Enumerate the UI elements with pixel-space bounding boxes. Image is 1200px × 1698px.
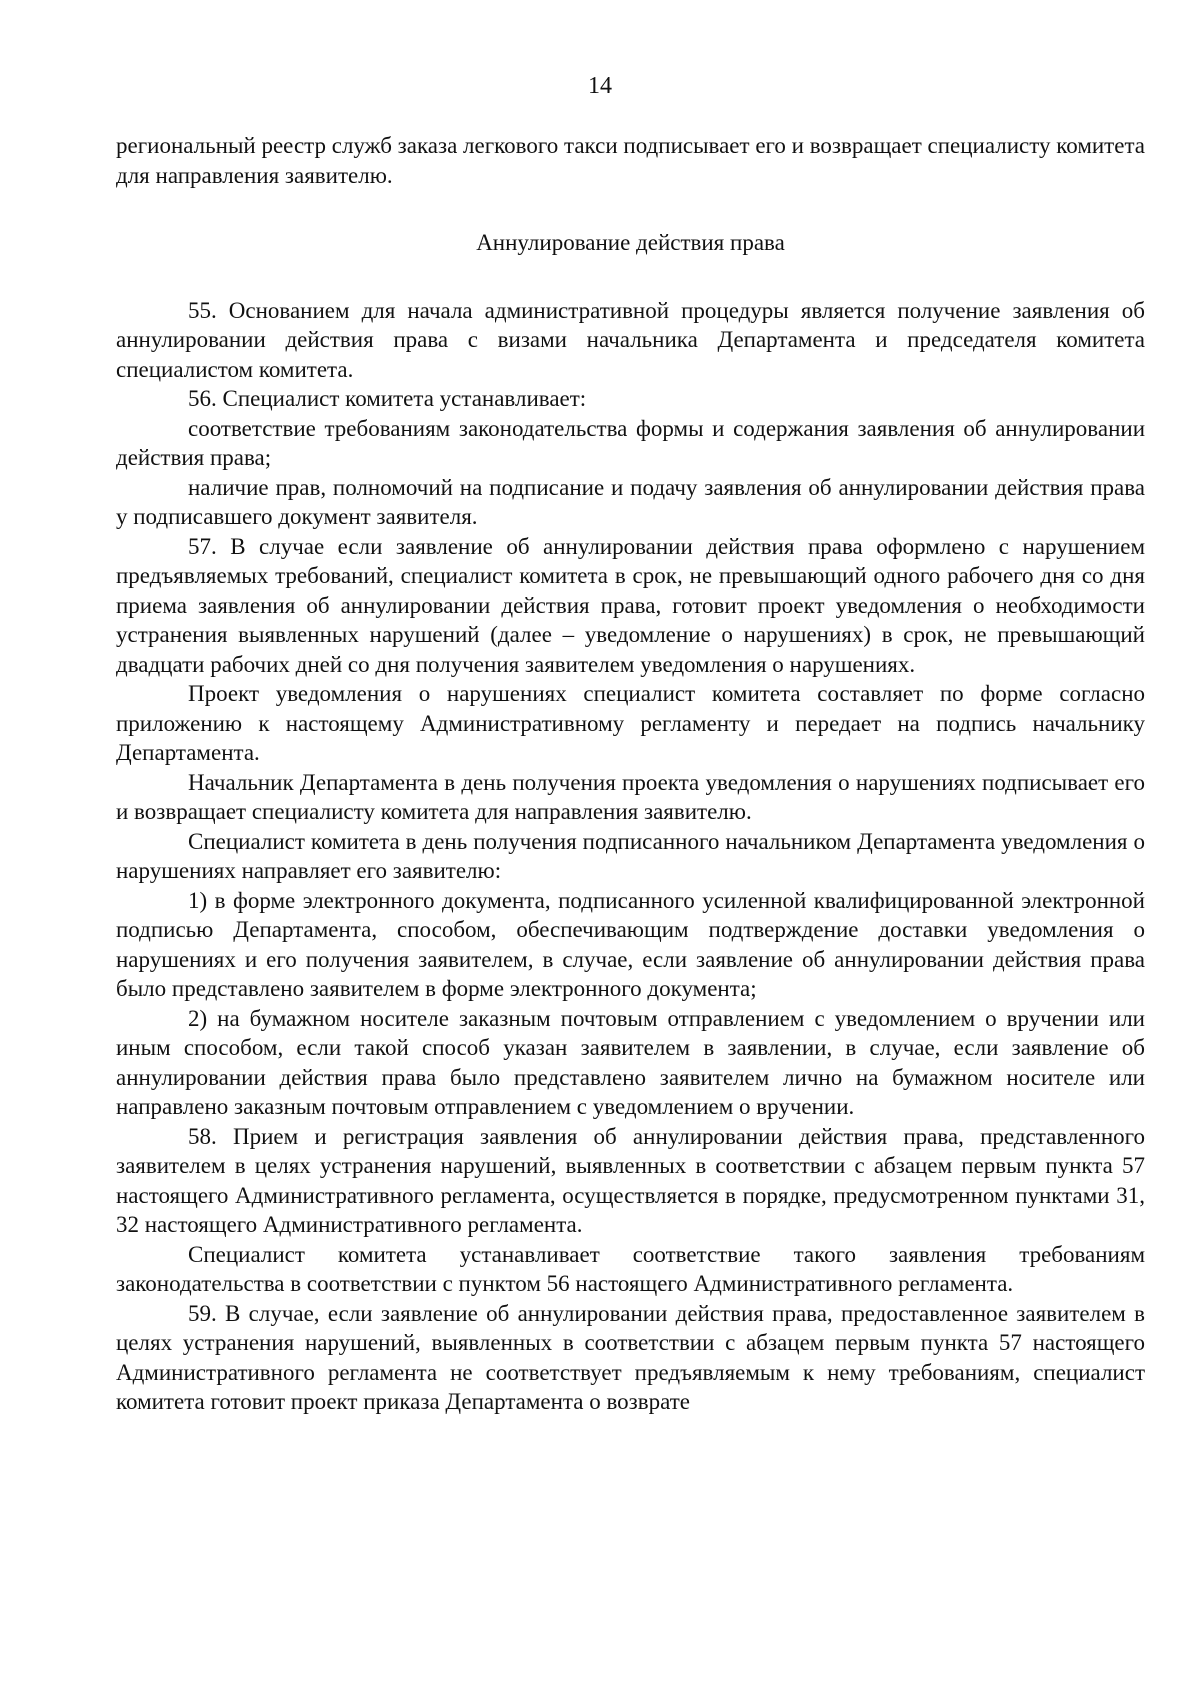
- paragraph: Начальник Департамента в день получения проекта уведомления о нарушениях подписывает его и возвращает специалисту комитета для направления заявителю.: [116, 769, 1145, 824]
- paragraph: 58. Прием и регистрация заявления об аннулировании действия права, представленного заявителем в целях устранения нарушений, выявленных в соответствии с абзацем первым пункта 57 настоящего Административного регламента, осуществляется в порядке, предусмотренном пунктами 31, 32 настоящего Административного регламента.: [116, 1123, 1145, 1237]
- paragraph: наличие прав, полномочий на подписание и подачу заявления об аннулировании действия права у подписавшего документ заявителя.: [116, 474, 1145, 529]
- paragraph: 57. В случае если заявление об аннулировании действия права оформлено с нарушением предъявляемых требований, специалист комитета в срок, не превышающий одного рабочего дня со дня приема заявления об аннулировании действия права, готовит проект уведомления о необходимости устранения выявленных нарушений (далее – уведомление о нарушениях) в срок, не превышающий двадцати рабочих дней со дня получения заявителем уведомления о нарушениях.: [116, 533, 1145, 677]
- document-body: [116, 131, 1145, 1417]
- paragraph: Специалист комитета в день получения подписанного начальником Департамента уведомления о нарушениях направляет его заявителю:: [116, 828, 1145, 883]
- paragraph: 59. В случае, если заявление об аннулировании действия права, предоставленное заявителем в целях устранения нарушений, выявленных в соответствии с абзацем первым пункта 57 настоящего Административного регламента не соответствует предъявляемым к нему требованиям, специалист комитета готовит проект приказа Департамента о возврате: [116, 1300, 1145, 1414]
- paragraph: 55. Основанием для начала административной процедуры является получение заявления об аннулировании действия права с визами начальника Департамента и председателя комитета специалистом комитета.: [116, 297, 1145, 382]
- paragraph: 2) на бумажном носителе заказным почтовым отправлением с уведомлением о вручении или иным способом, если такой способ указан заявителем в заявлении, в случае, если заявление об аннулировании действия права было представлено заявителем лично на бумажном носителе или направлено заказным почтовым отправлением с уведомлением о вручении.: [116, 1005, 1145, 1119]
- paragraph: 1) в форме электронного документа, подписанного усиленной квалифицированной электронной подписью Департамента, способом, обеспечивающим подтверждение доставки уведомления о нарушениях и его получения заявителем, в случае, если заявление об аннулировании действия права было представлено заявителем в форме электронного документа;: [116, 887, 1145, 1001]
- paragraph: 56. Специалист комитета устанавливает:: [188, 386, 587, 411]
- paragraph: Проект уведомления о нарушениях специалист комитета составляет по форме согласно приложению к настоящему Административному регламенту и передает на подпись начальнику Департамента.: [116, 681, 1145, 765]
- page-number: 14: [588, 73, 612, 99]
- paragraph: Специалист комитета устанавливает соответствие такого заявления требованиям законодательства в соответствии с пунктом 56 настоящего Административного регламента.: [116, 1241, 1145, 1296]
- paragraph: региональный реестр служб заказа легкового такси подписывает его и возвращает специалисту комитета для направления заявителю.: [116, 133, 1145, 188]
- section-heading: Аннулирование действия права: [476, 230, 785, 255]
- paragraph: соответствие требованиям законодательства формы и содержания заявления об аннулировании действия права;: [116, 415, 1145, 470]
